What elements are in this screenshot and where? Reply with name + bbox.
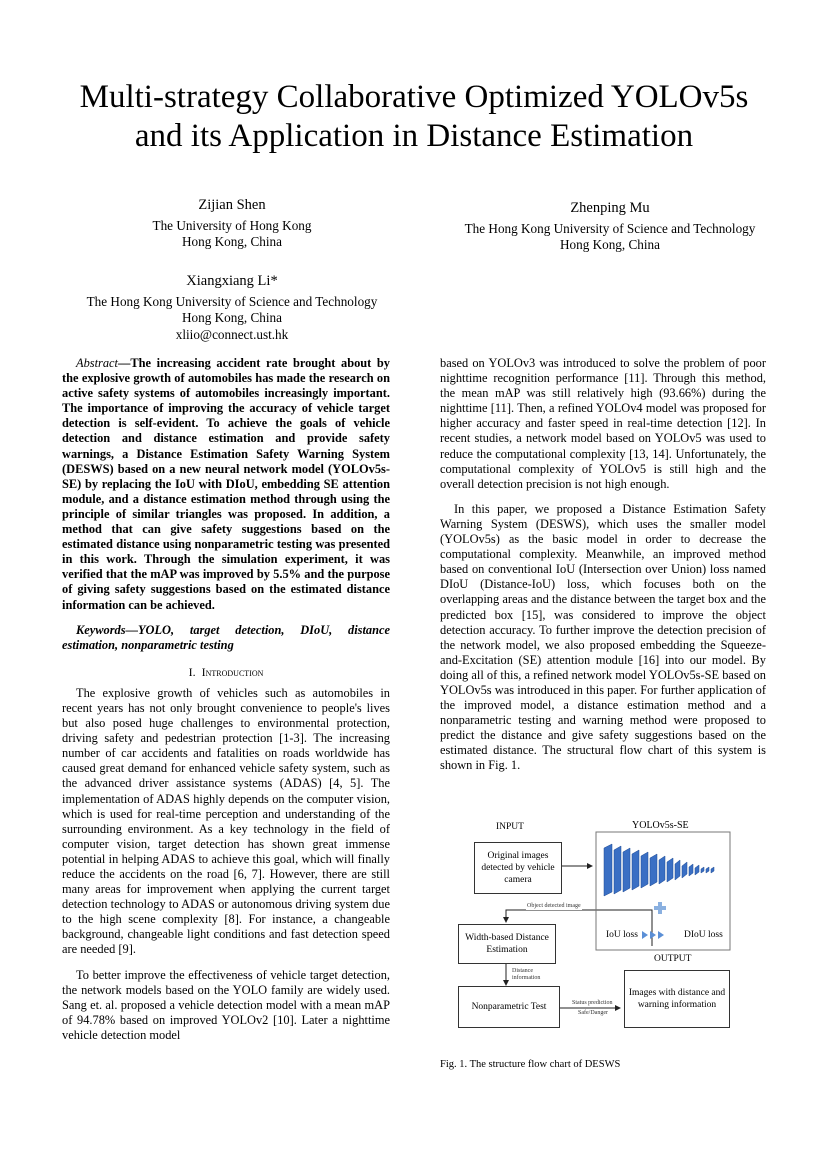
author-affiliation: The Hong Kong University of Science and Technology xyxy=(464,221,756,236)
figure-caption: Fig. 1. The structure flow chart of DESWS xyxy=(440,1059,621,1070)
section-heading-introduction: I. Introduction xyxy=(188,664,264,679)
input-images-box: Original images detected by vehicle camera xyxy=(474,842,562,894)
author-email: xliio@connect.ust.hk xyxy=(175,326,289,342)
abstract-text: The increasing accident rate brought about by the explosive growth of automobiles has made the research on active safety systems of automobiles increasingly important. The importance of improving the accuracy of vehicle target detection is self-evident. To achieve the goals of vehicle detection and distance estimation and provide safety warnings, a Distance Estimation Safety Warning System (DESWS) based on a new neural network model (YOLOv5s-SE) by replacing the IoU with DIoU, embedding SE attention module, and a distance estimation method through using the principle of similar triangles was proposed. In addition, a method that can give safety suggestions based on the estimated distance using nonparametric testing was presented in this work. Through the simulation experiment, it was verified that the mAP was improved by 5.5% and the purpose of giving safety suggestions based on the estimated distance information can be achieved. xyxy=(62,356,390,612)
right-column xyxy=(440,356,766,774)
paragraph: To better improve the effectiveness of vehicle target detection, the network models based on the YOLO family are widely used. Sang et. al. proposed a vehicle detection model with a mean mAP of 94.78% based on improved YOLOv2 [10]. Later a nighttime vehicle detection model xyxy=(62,967,390,1042)
object-detected-label: Object detected image xyxy=(527,903,581,909)
paragraph: based on YOLOv3 was introduced to solve the problem of poor nighttime recognition performance [11]. Through this method, the mean mAP was still relatively high (93.66%) during the nighttime [11]. Then, a refined YOLOv4 model was proposed for higher accuracy and faster speed in real-time detection [12]. In recent studies, a network model based on YOLOv5 was used to reduce the computational complexity [13, 14]. Unfortunately, the computational complexity of YOLOv5 is still high and the overall detection precision is not high enough. xyxy=(440,356,766,491)
author-location: Hong Kong, China xyxy=(181,234,282,250)
keywords-text: YOLO, target detection, DIoU, distance estimation, nonparametric testing xyxy=(62,622,390,652)
output-images-box: Images with distance and warning information xyxy=(624,970,730,1028)
width-based-estimation-box: Width-based Distance Estimation xyxy=(458,924,556,964)
author-location: Hong Kong, China xyxy=(181,310,282,326)
iou-loss-label: IoU loss xyxy=(606,930,638,940)
safe-danger-label: Safe/Danger xyxy=(578,1010,608,1016)
author-block-1 xyxy=(112,196,352,251)
network-blocks xyxy=(602,840,724,898)
title-line-1: Multi-strategy Collaborative Optimized YOLOv5s xyxy=(79,79,749,115)
author-affiliation: The University of Hong Kong xyxy=(152,218,312,233)
keywords: Keywords—YOLO, target detection, DIoU, distance estimation, nonparametric testing xyxy=(62,622,390,652)
model-label: YOLOv5s-SE xyxy=(632,820,689,831)
paper-title xyxy=(0,78,828,156)
keywords-label: Keywords xyxy=(76,622,126,637)
author-name: Xiangxiang Li* xyxy=(186,273,278,289)
author-affiliation: The Hong Kong University of Science and Technology xyxy=(86,294,378,309)
paragraph: The explosive growth of vehicles such as automobiles in recent years has not only brought convenience to people's lives but also posed huge challenges to environmental protection, driving safety and pedestrian protection [1-3]. The increasing number of car accidents and fatalities on roads worldwide has caused great demand for enhanced vehicle safety system, such as the advanced driver assistance systems (ADAS) [4, 5]. The implementation of ADAS highly depends on the computer vision, which is used for real-time perception and understanding of the surrounding environment. As a key technology in the field of computer vision, target detection has shown great immense potential in helping ADAS to achieve this goal, which will finally reduce the accidents on the road [6, 7]. However, there are still many areas for improvement when applying the current target detection technology to ADAS or autonomous driving system due to the high scene complexity [8]. For instance, a changeable background, changeable light conditions and fast detection speed are needed [9]. xyxy=(62,685,390,957)
abstract-label: Abstract xyxy=(76,356,118,370)
input-label: INPUT xyxy=(496,822,524,832)
figure-flowchart xyxy=(452,818,752,1048)
paragraph: In this paper, we proposed a Distance Estimation Safety Warning System (DESWS), which uses the smaller model (YOLOv5s) as the basic model in order to decrease the computational complexity. Meanwhile, an improved method based on conventional IoU (Intersection over Union) loss named DIoU (Distance-IoU) loss, which focuses both on the overlapping areas and the distance between the target box and the predicted box [15], was considered to improve the object detection accuracy. To further improve the detection precision of the network model, we also proposed embedding the Squeeze-and-Excitation (SE) attention module [16] into our model. By doing all of this, a refined network model YOLOv5s-SE based on YOLOv5s was introduced in this paper. For further application of the improved model, a distance estimation method and a nonparametric testing and warning method were proposed to predict the distance and give safety suggestions based on the estimated distance. The structural flow chart of this system is shown in Fig. 1. xyxy=(440,501,766,773)
author-block-3 xyxy=(62,272,402,343)
author-name: Zhenping Mu xyxy=(570,200,650,216)
left-column xyxy=(62,356,390,1043)
distance-info-label: Distance information xyxy=(512,968,541,981)
title-line-2: and its Application in Distance Estimation xyxy=(134,118,694,154)
status-prediction-label: Status prediction xyxy=(572,1000,613,1006)
abstract: Abstract—The increasing accident rate brought about by the explosive growth of automobiles has made the research on active safety systems of automobiles increasingly important. The importance of improving the accuracy of vehicle target detection is self-evident. To achieve the goals of vehicle detection and distance estimation and provide safety warnings, a Distance Estimation Safety Warning System (DESWS) based on a new neural network model (YOLOv5s-SE) by replacing the IoU with DIoU, embedding SE attention module, and a distance estimation method through using the principle of similar triangles was proposed. In addition, a method that can give safety suggestions based on the estimated distance using nonparametric testing was presented in this work. Through the simulation experiment, it was verified that the mAP was improved by 5.5% and the purpose of giving safety suggestions based on the estimated distance information can be achieved. xyxy=(62,356,390,612)
nonparametric-test-box: Nonparametric Test xyxy=(458,986,560,1028)
author-location: Hong Kong, China xyxy=(559,237,660,253)
output-label: OUTPUT xyxy=(654,954,692,964)
arrow-icon xyxy=(642,931,664,939)
author-block-2 xyxy=(430,199,790,254)
author-name: Zijian Shen xyxy=(198,197,266,213)
diou-loss-label: DIoU loss xyxy=(684,930,723,940)
